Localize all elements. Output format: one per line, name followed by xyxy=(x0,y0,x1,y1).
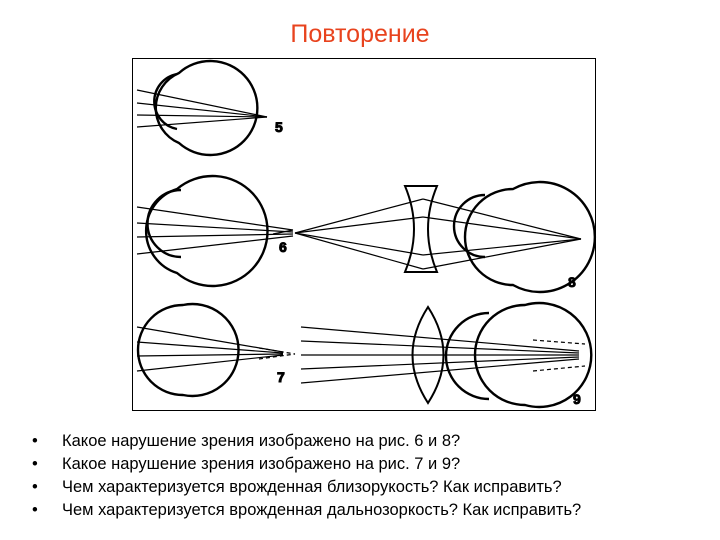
question-text: Чем характеризуется врожденная дальнозоркость? Как исправить? xyxy=(62,501,582,519)
bullet-icon: • xyxy=(32,432,38,450)
page-title: Повторение xyxy=(290,20,430,48)
question-text: Какое нарушение зрения изображено на рис. 6 и 8? xyxy=(62,432,461,450)
eye-figure-5 xyxy=(137,61,267,155)
question-item xyxy=(32,499,712,522)
figure-number-8: 8 xyxy=(568,274,576,290)
concave-lens xyxy=(405,186,437,272)
question-item xyxy=(32,476,712,499)
figure-number-6: 6 xyxy=(279,239,287,255)
eye-figure-8 xyxy=(295,182,595,292)
eye-diagram-svg xyxy=(133,59,597,412)
question-item xyxy=(32,430,712,453)
figure-number-9: 9 xyxy=(573,391,581,407)
question-list xyxy=(32,430,712,522)
figure-number-5: 5 xyxy=(275,119,283,135)
eye-diagram-figure xyxy=(132,58,596,411)
bullet-icon: • xyxy=(32,501,38,519)
eye-figure-6 xyxy=(137,176,293,286)
question-item xyxy=(32,453,712,476)
figure-number-7: 7 xyxy=(277,369,285,385)
bullet-icon: • xyxy=(32,478,38,496)
question-text: Какое нарушение зрения изображено на рис. 7 и 9? xyxy=(62,455,461,473)
bullet-icon: • xyxy=(32,455,38,473)
eye-figure-7 xyxy=(137,304,295,396)
question-text: Чем характеризуется врожденная близорукость? Как исправить? xyxy=(62,478,562,496)
eye-figure-9 xyxy=(301,303,591,407)
